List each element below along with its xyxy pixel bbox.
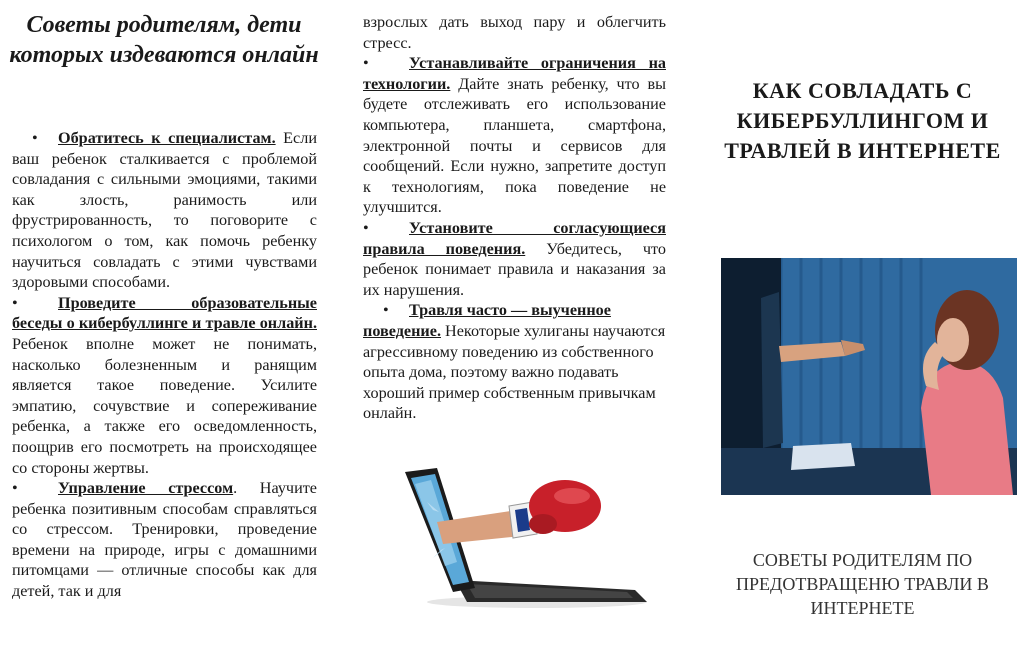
bullet: • <box>363 218 369 237</box>
tip-text: Если ваш ребенок сталкивается с проблемой совладания с сильными эмоциями, такими как злость, ранимость или фрустрированность, то поговорите с психологом о том, как помочь ребенку научиться совладать с этими чувствами здоровыми способами. <box>12 129 317 292</box>
tip-rules <box>363 218 666 300</box>
cyberbullying-photo <box>721 258 1017 495</box>
tip-text: Ребенок вполне может не понимать, насколько болезненным и ранящим является такое поведение. Усилите эмпатию, сочувствие и сопереживание ребенка, а также его осведомленность, поощрив его посмотреть на происходящее со стороны жертвы. <box>12 334 317 477</box>
tip-heading: Проведите образовательные беседы о кибербуллинге и травле онлайн. <box>12 293 317 333</box>
tip-education <box>12 293 317 478</box>
continuation-text: взрослых дать выход пару и облегчить стресс. <box>363 13 666 52</box>
bullet: • <box>383 301 389 320</box>
bullet: • <box>12 479 18 498</box>
tip-heading: Травля часто — выученное поведение. <box>363 301 611 340</box>
panel-left-body <box>12 128 317 602</box>
bullet: • <box>12 293 18 312</box>
tip-heading: Управление стрессом <box>58 479 234 498</box>
tip-tech-limits <box>363 53 666 218</box>
panel-left-title: Советы родителям, дети которых издеваются онлайн <box>9 12 319 68</box>
tip-heading: Обратитесь к специалистам. <box>58 129 276 147</box>
laptop-glove-illustration <box>397 452 647 612</box>
bullet: • <box>32 129 38 147</box>
tip-text: . Научите ребенка позитивным способам справляться со стрессом. Тренировки, проведение времени на природе, игры с домашними питомцами — отличные способы как для детей, так и для <box>12 479 317 601</box>
tip-heading: Установите согласующиеся правила поведения. <box>363 218 666 258</box>
bullet: • <box>363 54 369 73</box>
tip-text: Некоторые хулиганы научаются агрессивному поведению из собственного опыта дома, поэтому важно подавать хороший пример собственным привычкам онлайн. <box>363 321 666 423</box>
panel-middle-body <box>363 12 666 424</box>
tip-text: Дайте знать ребенку, что вы будете отслеживать его использование компьютера, планшета, смартфона, электронной почты и сервисов для сообщений. Если нужно, запретите доступ к технологиям, пока поведение не улучшится. <box>363 74 666 217</box>
tip-specialists <box>12 128 317 293</box>
brochure-title: КАК СОВЛАДАТЬ С КИБЕРБУЛЛИНГОМ И ТРАВЛЕЙ В ИНТЕРНЕТЕ <box>724 78 1001 163</box>
tip-stress <box>12 478 317 602</box>
tip-heading: Устанавливайте ограничения на технологии. <box>363 54 666 93</box>
brochure-subtitle: СОВЕТЫ РОДИТЕЛЯМ ПО ПРЕДОТВРАЩЕНЮ ТРАВЛИ В ИНТЕРНЕТЕ <box>736 550 989 618</box>
tip-learned-behavior <box>363 300 666 424</box>
tip-text: Убедитесь, что ребенок понимает правила и наказания за их нарушения. <box>363 239 666 299</box>
